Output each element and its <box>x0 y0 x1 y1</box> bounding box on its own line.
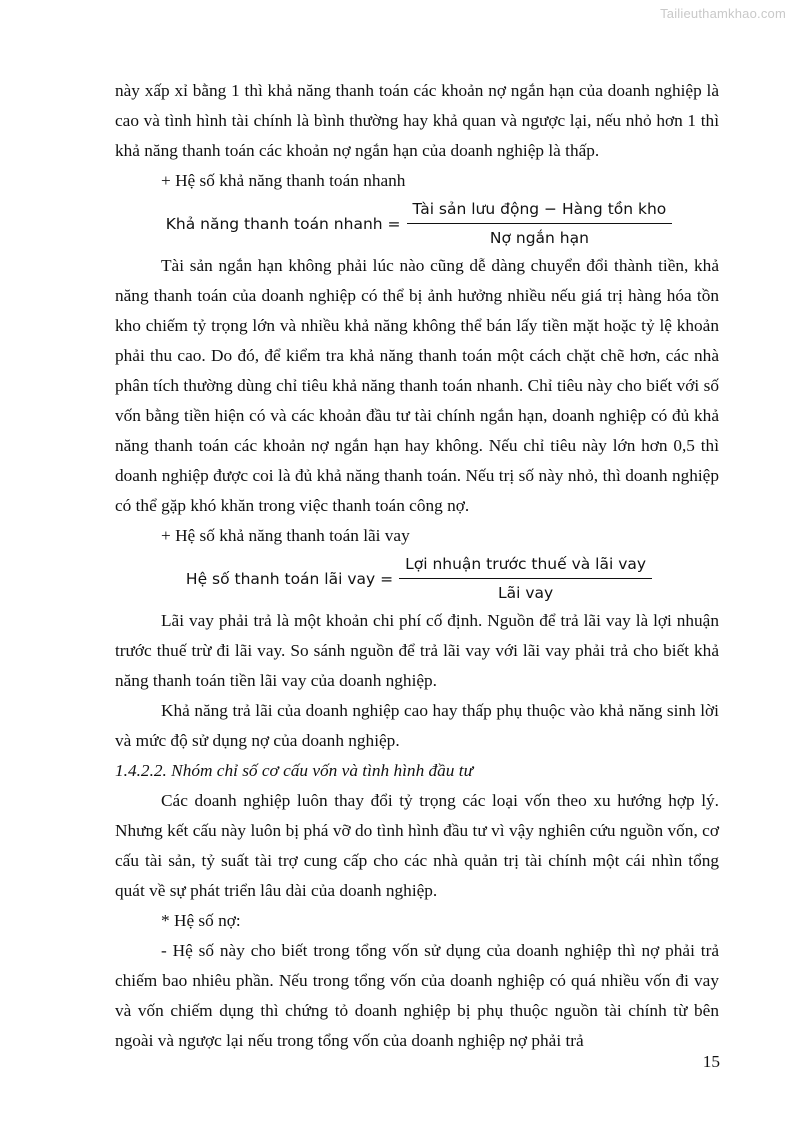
formula-fraction <box>407 198 673 249</box>
formula-numerator: Lợi nhuận trước thuế và lãi vay <box>399 553 652 579</box>
paragraph-4: Khả năng trả lãi của doanh nghiệp cao hay thấp phụ thuộc vào khả năng sinh lời và mức độ sử dụng nợ của doanh nghiệp. <box>115 701 719 750</box>
formula-denominator: Lãi vay <box>497 584 554 602</box>
formula-interest-coverage <box>119 553 719 604</box>
paragraph-5: Các doanh nghiệp luôn thay đổi tỷ trọng các loại vốn theo xu hướng hợp lý. Nhưng kết cấu này luôn bị phá vỡ do tình hình đầu tư vì vậy nghiên cứu nguồn vốn, cơ cấu tài sản, tỷ suất tài trợ cung cấp cho các nhà quản trị tài chính một cái nhìn tổng quát về sự phát triển lâu dài của doanh nghiệp. <box>115 791 719 900</box>
formula-quick-ratio <box>119 198 719 249</box>
bullet-quick-ratio: + Hệ số khả năng thanh toán nhanh <box>161 171 406 190</box>
formula-fraction <box>399 553 652 604</box>
formula-lhs: Hệ số thanh toán lãi vay = <box>185 569 394 588</box>
watermark: Tailieuthamkhao.com <box>660 6 786 21</box>
paragraph-1: này xấp xỉ bằng 1 thì khả năng thanh toán các khoản nợ ngắn hạn của doanh nghiệp là cao và tình hình tài chính là bình thường hay khả quan và ngược lại, nếu nhỏ hơn 1 thì khả năng thanh toán các khoản nợ ngắn hạn của doanh nghiệp là thấp. <box>115 81 719 160</box>
page-number: 15 <box>702 1052 720 1071</box>
bullet-debt-ratio: * Hệ số nợ: <box>161 911 241 930</box>
formula-denominator: Nợ ngắn hạn <box>489 229 589 247</box>
section-heading: 1.4.2.2. Nhóm chỉ số cơ cấu vốn và tình hình đầu tư <box>115 761 473 780</box>
paragraph-2: Tài sản ngắn hạn không phải lúc nào cũng dễ dàng chuyển đổi thành tiền, khả năng thanh toán của doanh nghiệp có thể bị ảnh hưởng nhiều nếu giá trị hàng hóa tồn kho chiếm tỷ trọng lớn và nhiều khả năng không thể bán lấy tiền mặt hoặc tỷ lệ khoản phải thu cao. Do đó, để kiểm tra khả năng thanh toán một cách chặt chẽ hơn, các nhà phân tích thường dùng chỉ tiêu khả năng thanh toán nhanh. Chỉ tiêu này cho biết với số vốn bằng tiền hiện có và các khoản đầu tư tài chính ngắn hạn, doanh nghiệp có đủ khả năng thanh toán các khoản nợ ngắn hạn hay không. Nếu chỉ tiêu này lớn hơn 0,5 thì doanh nghiệp được coi là đủ khả năng thanh toán. Nếu trị số này nhỏ, thì doanh nghiệp có thể gặp khó khăn trong việc thanh toán công nợ. <box>115 256 719 515</box>
paragraph-3: Lãi vay phải trả là một khoản chi phí cố định. Nguồn để trả lãi vay là lợi nhuận trước thuế trừ đi lãi vay. So sánh nguồn để trả lãi vay với lãi vay phải trả cho biết khả năng thanh toán tiền lãi vay của doanh nghiệp. <box>115 611 719 690</box>
page-body <box>115 76 719 1056</box>
bullet-interest-coverage: + Hệ số khả năng thanh toán lãi vay <box>161 526 410 545</box>
formula-lhs: Khả năng thanh toán nhanh = <box>165 214 401 233</box>
formula-numerator: Tài sản lưu động − Hàng tồn kho <box>407 198 673 224</box>
paragraph-6: - Hệ số này cho biết trong tổng vốn sử dụng của doanh nghiệp thì nợ phải trả chiếm bao nhiêu phần. Nếu trong tổng vốn của doanh nghiệp có quá nhiều vốn đi vay và vốn chiếm dụng thì chứng tỏ doanh nghiệp bị phụ thuộc nguồn tài chính từ bên ngoài và ngược lại nếu trong tổng vốn của doanh nghiệp nợ phải trả <box>115 941 719 1050</box>
